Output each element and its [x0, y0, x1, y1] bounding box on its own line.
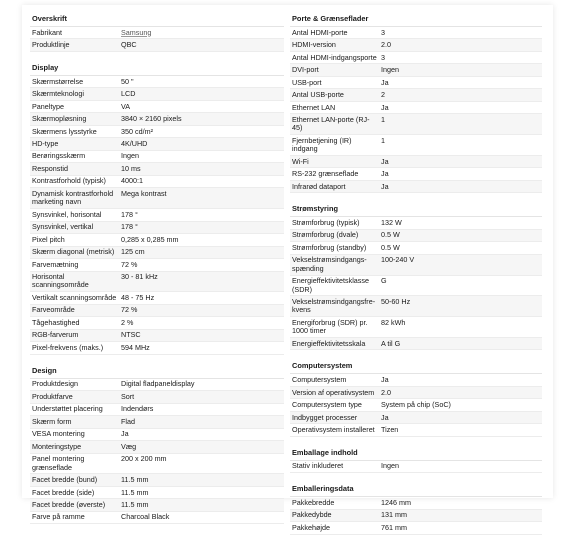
- spec-value: LCD: [121, 89, 136, 99]
- spec-value: Charcoal Black: [121, 512, 170, 522]
- spec-label: Vertikalt scanningsområde: [32, 292, 117, 302]
- spec-row: [290, 317, 542, 338]
- spec-label: Strømforbrug (typisk): [292, 218, 360, 227]
- spec-row: [30, 188, 284, 209]
- spec-value: Ja: [381, 77, 389, 87]
- spec-section-design: [30, 363, 284, 525]
- spec-section-display: [30, 60, 284, 355]
- spec-label: Computersystem type: [292, 400, 362, 410]
- spec-label: Ethernet LAN-porte (RJ-45): [292, 114, 370, 133]
- spec-label: Energieffektivitetsskala: [292, 338, 366, 348]
- spec-value: A til G: [381, 338, 401, 348]
- spec-label: Produktdesign: [32, 379, 78, 389]
- spec-row: [290, 412, 542, 424]
- spec-value: 3: [381, 27, 385, 37]
- spec-label: DVI-port: [292, 65, 319, 75]
- spec-label: Synsvinkel, vertikal: [32, 222, 94, 232]
- spec-row: [30, 88, 284, 100]
- spec-label: Skærmstørrelse: [32, 76, 84, 86]
- spec-label: USB-port: [292, 77, 322, 87]
- spec-row: [30, 379, 284, 391]
- spec-row: [290, 387, 542, 399]
- spec-value: 1: [381, 114, 385, 124]
- spec-value: 50 ": [121, 76, 134, 86]
- spec-row: [30, 272, 284, 293]
- spec-value: 10 ms: [121, 163, 141, 173]
- spec-row: [290, 27, 542, 39]
- spec-value: QBC: [121, 40, 137, 50]
- spec-value: 4K/UHD: [121, 138, 148, 148]
- spec-value: 11.5 mm: [121, 487, 149, 497]
- section-title: Emballeringsdata: [290, 481, 542, 497]
- spec-label: Strømforbrug (dvale): [292, 230, 359, 240]
- spec-value: 3: [381, 52, 385, 62]
- spec-value: 2 %: [121, 317, 134, 327]
- spec-label: Infrarød dataport: [292, 181, 346, 191]
- spec-value: Tizen: [381, 425, 399, 434]
- spec-row: [30, 163, 284, 175]
- spec-label: Understøttet placering: [32, 404, 103, 414]
- spec-section-emballeringsdata: [290, 481, 542, 534]
- spec-row: [290, 77, 542, 89]
- spec-row: [30, 209, 284, 221]
- spec-row: [290, 52, 542, 64]
- spec-label: Version af operativsystem: [292, 387, 375, 397]
- spec-label: Wi-Fi: [292, 156, 309, 166]
- spec-section-overskrift: [30, 11, 284, 52]
- spec-value: 48 - 75 Hz: [121, 292, 155, 302]
- spec-row: [290, 424, 542, 436]
- spec-value: Ja: [381, 102, 389, 112]
- spec-value: Væg: [121, 441, 137, 451]
- spec-row: [30, 487, 284, 499]
- spec-row: [30, 454, 284, 475]
- spec-column-right: [290, 11, 542, 543]
- spec-label: Energieffektivitetsklasse (SDR): [292, 276, 369, 294]
- spec-label: Panel montering grænseflade: [32, 454, 85, 472]
- spec-label: HD-type: [32, 138, 59, 148]
- spec-label: Skærmopløsning: [32, 114, 87, 124]
- spec-row: [30, 126, 284, 138]
- section-title: Display: [30, 60, 284, 76]
- spec-label: Facet bredde (øverste): [32, 499, 106, 509]
- spec-value: 2.0: [381, 40, 391, 50]
- spec-label: Skærm diagonal (metrisk): [32, 247, 115, 257]
- section-title: Design: [30, 363, 284, 379]
- spec-row: [30, 391, 284, 403]
- spec-row: [30, 317, 284, 329]
- spec-value: Digital fladpaneldisplay: [121, 379, 195, 389]
- spec-label: Facet bredde (side): [32, 487, 95, 497]
- spec-value: 3840 × 2160 pixels: [121, 114, 182, 124]
- spec-value: 82 kWh: [381, 317, 406, 327]
- spec-label: Dynamisk kontrastforhold marketing navn: [32, 188, 114, 207]
- spec-row: [290, 89, 542, 101]
- spec-label: Pakkedybde: [292, 510, 332, 520]
- spec-row: [30, 474, 284, 486]
- spec-value: Ingen: [121, 151, 139, 161]
- spec-row: [30, 292, 284, 304]
- spec-row: [30, 138, 284, 150]
- spec-row: [30, 234, 284, 246]
- spec-value: Ingen: [381, 65, 399, 75]
- spec-value: Ja: [381, 412, 389, 422]
- spec-label: Synsvinkel, horisontal: [32, 209, 102, 219]
- spec-row: [30, 305, 284, 317]
- spec-label: VESA montering: [32, 429, 85, 439]
- spec-label: Strømforbrug (standby): [292, 242, 367, 252]
- spec-value: 200 x 200 mm: [121, 454, 167, 464]
- spec-value: 178 °: [121, 209, 138, 219]
- spec-row: [290, 217, 542, 229]
- spec-row: [30, 151, 284, 163]
- spec-label: Fjernbetjening (IR) indgang: [292, 135, 352, 154]
- spec-sheet: [22, 5, 553, 532]
- spec-label: Skærm form: [32, 416, 72, 426]
- spec-row: [290, 102, 542, 114]
- section-title: Overskrift: [30, 11, 284, 27]
- spec-value: Ja: [121, 429, 129, 439]
- spec-label: Stativ inkluderet: [292, 461, 344, 471]
- spec-row: [290, 135, 542, 156]
- spec-row: [30, 416, 284, 428]
- spec-label: Kontrastforhold (typisk): [32, 176, 106, 186]
- spec-row: [290, 338, 542, 350]
- spec-row: [290, 168, 542, 180]
- spec-value: Ja: [381, 169, 389, 179]
- spec-row: [290, 296, 542, 317]
- spec-value: 0.5 W: [381, 230, 400, 240]
- spec-row: [30, 512, 284, 524]
- spec-label: Energiforbrug (SDR) pr. 1000 timer: [292, 317, 368, 336]
- spec-value: 178 °: [121, 222, 138, 232]
- spec-label: Farveområde: [32, 305, 75, 315]
- spec-row: [30, 222, 284, 234]
- spec-value: System på chip (SoC): [381, 400, 451, 410]
- spec-label: Pakkehøjde: [292, 522, 330, 532]
- spec-label: Farvemætning: [32, 259, 79, 269]
- spec-value: Ja: [381, 156, 389, 166]
- spec-row: [30, 27, 284, 39]
- spec-value: 2: [381, 90, 385, 100]
- section-title: Strømstyring: [290, 201, 542, 217]
- spec-row: [30, 247, 284, 259]
- spec-value: 11.5 mm: [121, 499, 149, 509]
- spec-value: VA: [121, 101, 131, 111]
- spec-row: [290, 181, 542, 193]
- spec-row: [290, 242, 542, 254]
- spec-value: 1: [381, 135, 385, 145]
- spec-value: Sort: [121, 391, 135, 401]
- spec-value: G: [381, 276, 387, 286]
- spec-value: 131 mm: [381, 510, 407, 520]
- spec-column-left: [30, 11, 284, 532]
- spec-label: Skærmteknologi: [32, 89, 84, 99]
- spec-value: 4000:1: [121, 176, 143, 186]
- spec-value: Ja: [381, 375, 389, 385]
- spec-value: 2.0: [381, 387, 391, 397]
- spec-row: [30, 499, 284, 511]
- spec-value: Ingen: [381, 461, 399, 471]
- spec-value: 350 cd/m²: [121, 126, 153, 136]
- spec-label: Computersystem: [292, 375, 347, 385]
- spec-label: HDMI-version: [292, 40, 336, 50]
- spec-label: Facet bredde (bund): [32, 475, 98, 485]
- spec-section-porte-gr-nseflader: [290, 11, 542, 193]
- spec-row: [290, 276, 542, 297]
- spec-label: Farve på ramme: [32, 512, 85, 522]
- spec-value: Indendørs: [121, 404, 154, 414]
- section-title: Porte & Grænseflader: [290, 11, 542, 27]
- spec-label: Pixel pitch: [32, 234, 65, 244]
- spec-value: 0.5 W: [381, 242, 400, 252]
- spec-row: [290, 461, 542, 473]
- spec-label: Pixel-frekvens (maks.): [32, 342, 104, 352]
- spec-row: [290, 374, 542, 386]
- spec-row: [290, 156, 542, 168]
- spec-label: Antal USB-porte: [292, 90, 344, 100]
- spec-row: [290, 255, 542, 276]
- spec-label: Berøringsskærm: [32, 151, 86, 161]
- section-title: Emballage indhold: [290, 445, 542, 461]
- spec-row: [290, 510, 542, 522]
- spec-row: [30, 429, 284, 441]
- spec-label: Horisontal scanningsområde: [32, 272, 89, 290]
- manufacturer-link[interactable]: Samsung: [121, 27, 152, 37]
- spec-row: [290, 230, 542, 242]
- spec-value: NTSC: [121, 330, 141, 340]
- spec-row: [290, 64, 542, 76]
- spec-label: Antal HDMI-porte: [292, 27, 348, 37]
- spec-value: 761 mm: [381, 522, 407, 532]
- spec-label: Ethernet LAN: [292, 102, 336, 112]
- spec-value: 594 MHz: [121, 342, 150, 352]
- spec-value: 132 W: [381, 218, 402, 227]
- spec-row: [30, 342, 284, 354]
- spec-label: Monteringstype: [32, 441, 82, 451]
- spec-section-str-mstyring: [290, 201, 542, 350]
- spec-value: 30 - 81 kHz: [121, 272, 158, 282]
- spec-label: Vekselstrømsindgangs-spænding: [292, 255, 367, 273]
- spec-label: Indbygget processer: [292, 412, 358, 422]
- spec-row: [30, 101, 284, 113]
- spec-row: [30, 441, 284, 453]
- spec-label: Produktfarve: [32, 391, 73, 401]
- spec-label: Vekselstrømsindgangsfre-kvens: [292, 297, 376, 315]
- spec-section-emballage-indhold: [290, 445, 542, 473]
- spec-value: 72 %: [121, 259, 138, 269]
- spec-label: Skærmens lysstyrke: [32, 126, 97, 136]
- spec-row: [290, 114, 542, 135]
- section-title: Computersystem: [290, 358, 542, 374]
- spec-row: [30, 76, 284, 88]
- spec-row: [290, 399, 542, 411]
- spec-row: [30, 113, 284, 125]
- spec-label: RS-232 grænseflade: [292, 169, 359, 179]
- spec-section-computersystem: [290, 358, 542, 436]
- spec-label: Produktlinje: [32, 40, 70, 50]
- spec-row: [290, 522, 542, 534]
- spec-label: Fabrikant: [32, 27, 62, 37]
- spec-value: 1246 mm: [381, 497, 411, 507]
- spec-value: 72 %: [121, 305, 138, 315]
- spec-label: Paneltype: [32, 101, 64, 111]
- spec-value: 11.5 mm: [121, 475, 149, 485]
- spec-label: Operativsystem installeret: [292, 425, 375, 434]
- spec-label: Tågehastighed: [32, 317, 80, 327]
- spec-row: [30, 39, 284, 51]
- spec-row: [30, 176, 284, 188]
- spec-value: Flad: [121, 416, 135, 426]
- spec-row: [290, 39, 542, 51]
- spec-value: Mega kontrast: [121, 188, 167, 198]
- spec-label: Responstid: [32, 163, 68, 173]
- spec-value: Ja: [381, 181, 389, 191]
- spec-row: [30, 259, 284, 271]
- spec-value: 125 cm: [121, 247, 145, 257]
- spec-label: Pakkebredde: [292, 497, 335, 507]
- spec-label: RGB-farverum: [32, 330, 79, 340]
- spec-value: 100-240 V: [381, 255, 415, 265]
- spec-row: [30, 404, 284, 416]
- spec-row: [30, 330, 284, 342]
- spec-row: [290, 497, 542, 509]
- spec-value: 50-60 Hz: [381, 297, 411, 307]
- spec-value: 0,285 x 0,285 mm: [121, 234, 179, 244]
- spec-label: Antal HDMI-indgangsporte: [292, 52, 377, 62]
